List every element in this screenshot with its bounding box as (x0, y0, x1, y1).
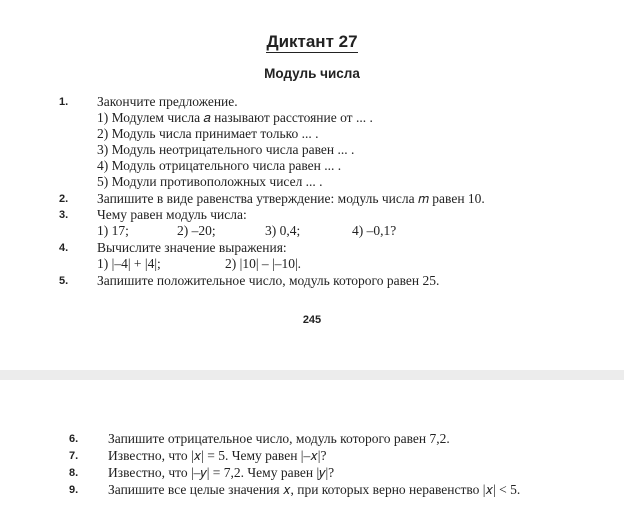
page-next (0, 380, 624, 517)
task-1-item-3: 3) Модуль неотрицательного числа равен ... . (97, 142, 355, 157)
task-9-text: Запишите все целые значения 𝑥, при которых верно неравенство |𝑥| < 5. (108, 482, 521, 497)
task-5-text: Запишите положительное число, модуль которого равен 25. (97, 273, 440, 288)
task-3-text: Чему равен модуль числа: (97, 207, 247, 222)
task-7-text: Известно, что |𝑥| = 5. Чему равен |–𝑥|? (108, 448, 327, 463)
task-1-item-1: 1) Модулем числа 𝑎 называют расстояние от ... . (97, 110, 373, 125)
task-3-option-2: 2) –20; (177, 223, 216, 238)
task-6-number: 6. (69, 433, 79, 445)
task-1-number: 1. (59, 96, 69, 108)
task-3-option-3: 3) 0,4; (265, 223, 301, 238)
task-4-text: Вычислите значение выражения: (97, 240, 287, 255)
task-1-text: Закончите предложение. (97, 94, 238, 109)
task-7-number: 7. (69, 450, 79, 462)
dictation-title: Диктант 27 (266, 32, 358, 51)
page-number: 245 (302, 314, 322, 326)
task-4-option-2: 2) |10| – |–10|. (225, 256, 302, 271)
task-3-option-4: 4) –0,1? (352, 223, 397, 238)
task-4-option-1: 1) |–4| + |4|; (97, 256, 161, 271)
task-1-item-5: 5) Модули противоположных чисел ... . (97, 174, 323, 189)
task-8-text: Известно, что |–𝑦| = 7,2. Чему равен |𝑦|? (108, 465, 335, 480)
task-5-number: 5. (59, 275, 69, 287)
dictation-title-block (0, 32, 624, 52)
task-3-number: 3. (59, 209, 69, 221)
task-2-text: Запишите в виде равенства утверждение: модуль числа 𝑚 равен 10. (97, 191, 485, 206)
task-6-text: Запишите отрицательное число, модуль которого равен 7,2. (108, 431, 450, 446)
task-3-option-1: 1) 17; (97, 223, 129, 238)
task-1-item-2: 2) Модуль числа принимает только ... . (97, 126, 319, 141)
dictation-subtitle: Модуль числа (264, 66, 360, 81)
task-8-number: 8. (69, 467, 79, 479)
task-4-number: 4. (59, 242, 69, 254)
task-1-item-4: 4) Модуль отрицательного числа равен ... . (97, 158, 342, 173)
task-2-number: 2. (59, 193, 69, 205)
task-9-number: 9. (69, 484, 79, 496)
